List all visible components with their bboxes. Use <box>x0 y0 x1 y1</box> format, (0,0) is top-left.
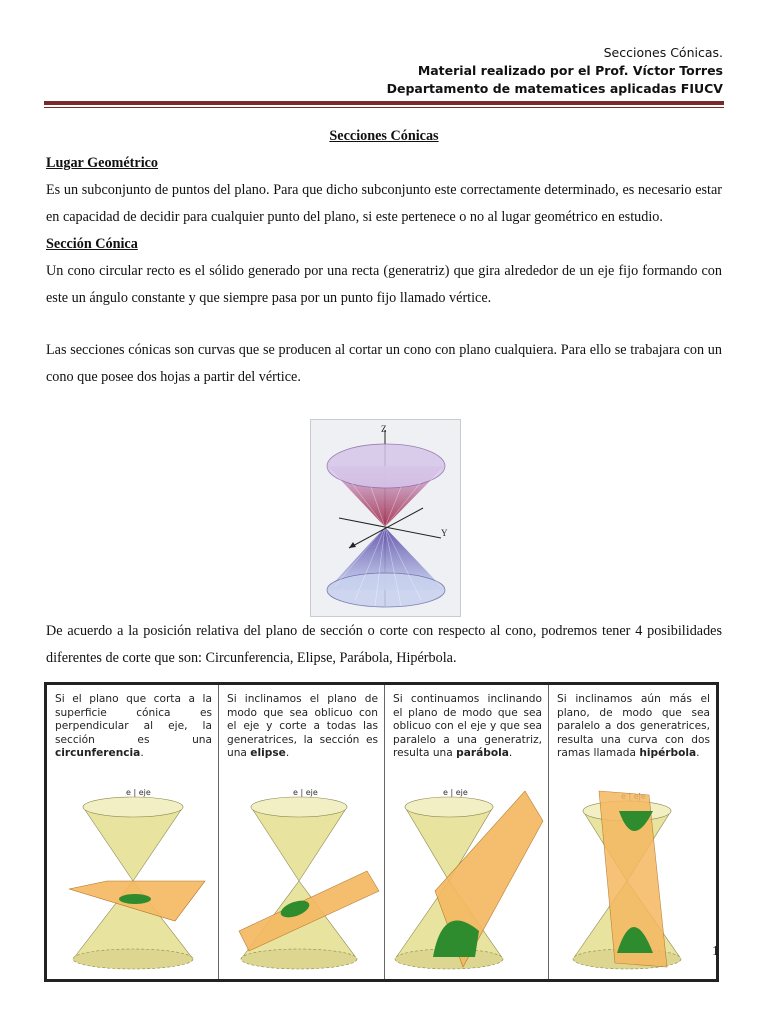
heading-lugar-geometrico: Lugar Geométrico <box>46 155 159 171</box>
paragraph-cono: Un cono circular recto es el sólido generado por una recta (generatriz) que gira alrededor de un eje fijo formando con este un ángulo constante y que siempre pasa por un punto fijo llamado vértice. <box>46 263 722 306</box>
svg-text:e | eje: e | eje <box>126 788 151 797</box>
panel-text-parabola: Si continuamos inclinando el plano de modo que sea oblicuo con el eje y que sea paralelo a una generatriz, resulta una parábola. <box>393 693 542 759</box>
header-rule-thick <box>44 101 724 105</box>
header-title: Secciones Cónicas. <box>603 45 723 60</box>
heading-seccion-conica: Sección Cónica <box>46 236 138 252</box>
z-axis-label: Z <box>381 424 387 434</box>
page-number: 1 <box>712 944 719 959</box>
svg-text:e | eje: e | eje <box>293 788 318 797</box>
document-body <box>46 123 722 391</box>
header-department: Departamento de matematices aplicadas FIUCV <box>386 81 723 96</box>
double-cone-figure <box>310 419 461 617</box>
paragraph-lugar-geometrico: Es un subconjunto de puntos del plano. Para que dicho subconjunto este correctamente determinado, es necesario estar en capacidad de decidir para cualquier punto del plano, si este pertenece o no al lugar geométrico en estudio. <box>46 182 722 225</box>
svg-text:e | eje: e | eje <box>443 788 468 797</box>
panel-parabola <box>385 685 549 979</box>
conic-sections-panel <box>44 682 719 982</box>
document-title: Secciones Cónicas <box>329 128 439 144</box>
page-header <box>387 44 723 98</box>
paragraph-posibilidades: De acuerdo a la posición relativa del plano de sección o corte con respecto al cono, podremos tener 4 posibilidades diferentes de corte que son: Circunferencia, Elipse, Parábola, Hipérbola. <box>46 623 722 666</box>
panel-text-hiperbola: Si inclinamos aún más el plano, de modo que sea paralelo a dos generatrices, resulta una curva con dos ramas llamada hipérbola. <box>557 693 710 759</box>
header-rule-thin <box>44 107 724 108</box>
header-author: Material realizado por el Prof. Víctor Torres <box>417 63 723 78</box>
y-axis-label: Y <box>441 528 448 538</box>
panel-text-elipse: Si inclinamos el plano de modo que sea oblicuo con el eje y corte a todas las generatrices, la sección es una elipse. <box>227 693 378 759</box>
panel-elipse <box>219 685 385 979</box>
panel-circunferencia <box>47 685 219 979</box>
panel-text-circunferencia: Si el plano que corta a la superficie cónica es perpendicular al eje, la sección es una circunferencia. <box>55 693 212 759</box>
paragraph-secciones: Las secciones cónicas son curvas que se producen al cortar un cono con plano cualquiera. Para ello se trabajara con un cono que posee dos hojas a partir del vértice. <box>46 342 722 385</box>
panel-hiperbola <box>549 685 716 979</box>
